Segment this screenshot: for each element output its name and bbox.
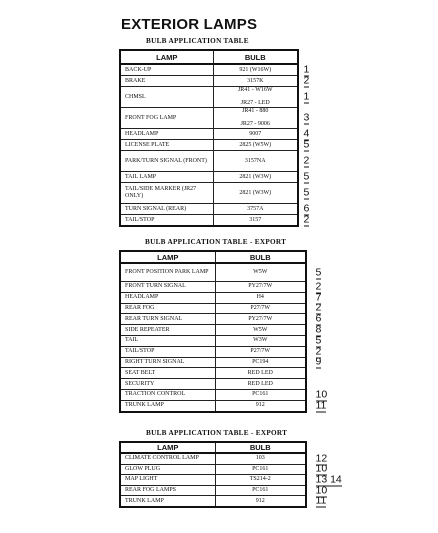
callout-number: 11 bbox=[315, 494, 327, 507]
lamp-cell: TAIL/STOP bbox=[120, 346, 215, 357]
bulb-cell bbox=[215, 452, 328, 465]
bulb-value: 2821 (W3W) bbox=[239, 189, 272, 196]
bulb-value: JR41 - W16W bbox=[237, 87, 273, 93]
bulb-cell bbox=[213, 87, 310, 108]
bulb-value: 9007 bbox=[249, 130, 262, 137]
callout-number: 5 bbox=[303, 186, 310, 199]
bulb-value: 103 bbox=[255, 455, 265, 462]
bulb-value: JR41 - 880 bbox=[242, 108, 269, 114]
column-header-bulb: BULB bbox=[215, 251, 306, 263]
lamp-cell: PARK/TURN SIGNAL (FRONT) bbox=[120, 151, 213, 172]
lamp-cell: SIDE REPEATER bbox=[120, 325, 215, 336]
bulb-cell bbox=[215, 462, 328, 475]
bulb-cell bbox=[213, 108, 310, 129]
callout-number: 2 bbox=[303, 213, 310, 226]
callout-number: 2 bbox=[303, 154, 310, 167]
lamp-cell: TURN SIGNAL (REAR) bbox=[120, 204, 213, 215]
bulb-value: 912 bbox=[255, 497, 265, 504]
callout-number: 2 bbox=[315, 301, 322, 314]
table-caption-bulb-application: BULB APPLICATION TABLE bbox=[146, 37, 249, 45]
callout-number: 5 bbox=[303, 170, 310, 183]
table-row bbox=[120, 140, 298, 151]
bulb-cell bbox=[215, 312, 322, 325]
table-row bbox=[120, 314, 306, 325]
callout-number: 11 bbox=[315, 399, 327, 412]
column-header-lamp: LAMP bbox=[120, 442, 215, 453]
callout-number: 5 bbox=[315, 266, 322, 278]
bulb-cell bbox=[215, 291, 322, 304]
table-header-row bbox=[120, 251, 306, 263]
bulb-cell bbox=[213, 183, 310, 204]
table-row bbox=[120, 172, 298, 183]
table-row bbox=[120, 325, 306, 336]
lamp-cell: BACK-UP bbox=[120, 64, 213, 76]
table-row bbox=[120, 215, 298, 227]
table-row bbox=[120, 292, 306, 303]
lamp-cell: TAIL LAMP bbox=[120, 172, 213, 183]
bulb-value: PC194 bbox=[252, 358, 269, 365]
callout-number: 6 bbox=[315, 312, 322, 325]
table-row bbox=[120, 303, 306, 314]
callout-number: 10 bbox=[315, 388, 328, 401]
table-header-row bbox=[120, 50, 298, 64]
lamp-cell: SEAT BELT bbox=[120, 368, 215, 379]
bulb-cell bbox=[213, 127, 310, 140]
bulb-cell bbox=[215, 301, 322, 314]
lamp-cell: MAP LIGHT bbox=[120, 475, 215, 486]
lamp-cell: HEADLAMP bbox=[120, 129, 213, 140]
lamp-cell: HEADLAMP bbox=[120, 292, 215, 303]
bulb-value: 921 (W16W) bbox=[239, 66, 272, 73]
bulb-value: 2825 (W5W) bbox=[239, 141, 272, 148]
bulb-cell bbox=[213, 151, 310, 172]
bulb-value: TS214-2 bbox=[249, 476, 271, 483]
lamp-cell: TAIL bbox=[120, 335, 215, 346]
table-row bbox=[120, 204, 298, 215]
bulb-cell bbox=[213, 213, 310, 227]
lamp-cell: REAR FOG bbox=[120, 303, 215, 314]
page-title: EXTERIOR LAMPS bbox=[121, 16, 258, 33]
bulb-value: W3W bbox=[253, 337, 268, 344]
lamp-cell: BRAKE bbox=[120, 76, 213, 87]
bulb-value: H4 bbox=[256, 294, 264, 301]
table-row bbox=[120, 335, 306, 346]
table-row bbox=[120, 368, 306, 379]
lamp-cell: FRONT TURN SIGNAL bbox=[120, 282, 215, 293]
column-header-lamp: LAMP bbox=[120, 50, 213, 64]
table-row bbox=[120, 496, 306, 507]
column-header-bulb: BULB bbox=[215, 442, 306, 453]
callout-number: 9 bbox=[315, 355, 322, 368]
bulb-value: P27/7W bbox=[250, 304, 271, 311]
table-caption-export-2: BULB APPLICATION TABLE - EXPORT bbox=[146, 429, 288, 437]
bulb-cell bbox=[215, 379, 306, 390]
bulb-cell bbox=[215, 368, 306, 379]
bulb-application-table-export-2 bbox=[119, 441, 342, 508]
lamp-cell: TRACTION CONTROL bbox=[120, 389, 215, 400]
lamp-cell: REAR TURN SIGNAL bbox=[120, 314, 215, 325]
table-row bbox=[120, 64, 298, 76]
callout-number: 12 bbox=[315, 452, 328, 465]
callout-number: 2 bbox=[303, 74, 310, 87]
callout-number: 2 bbox=[315, 280, 322, 293]
table-row bbox=[120, 263, 306, 282]
bulb-cell bbox=[213, 74, 310, 87]
callout-number: 5 bbox=[315, 334, 322, 347]
bulb-value: PY27/7W bbox=[248, 283, 273, 290]
table-row bbox=[120, 282, 306, 293]
table-row bbox=[120, 485, 306, 496]
table-caption-export: BULB APPLICATION TABLE - EXPORT bbox=[145, 238, 287, 246]
table-row bbox=[120, 453, 306, 464]
lamp-cell: GLOW PLUG bbox=[120, 464, 215, 475]
lamp-cell: CHMSL bbox=[120, 87, 213, 108]
table-row bbox=[120, 129, 298, 140]
bulb-cell bbox=[215, 399, 327, 412]
bulb-application-table-export bbox=[119, 250, 328, 413]
bulb-value: 3157 bbox=[249, 216, 262, 223]
callout-number: 2 bbox=[315, 345, 322, 358]
table-row bbox=[120, 357, 306, 368]
bulb-value: 2821 (W3W) bbox=[239, 173, 272, 180]
bulb-value: 3157K bbox=[247, 77, 264, 84]
lamp-cell: REAR FOG LAMPS bbox=[120, 485, 215, 496]
callout-number: 8 bbox=[315, 323, 322, 336]
bulb-cell bbox=[215, 355, 322, 368]
bulb-cell bbox=[213, 202, 310, 215]
bulb-value: PC161 bbox=[252, 487, 269, 494]
bulb-value: RED LED bbox=[247, 380, 273, 387]
bulb-cell bbox=[215, 280, 322, 293]
lamp-cell: FRONT FOG LAMP bbox=[120, 108, 213, 129]
bulb-cell bbox=[215, 473, 342, 486]
lamp-cell: SECURITY bbox=[120, 379, 215, 390]
lamp-cell: FRONT POSITION PARK LAMP bbox=[120, 263, 215, 282]
bulb-cell bbox=[215, 323, 322, 336]
lamp-cell: LICENSE PLATE bbox=[120, 140, 213, 151]
bulb-cell bbox=[213, 170, 310, 183]
bulb-cell bbox=[215, 388, 328, 401]
column-header-lamp: LAMP bbox=[120, 251, 215, 263]
table-row bbox=[120, 76, 298, 87]
bulb-cell bbox=[215, 334, 322, 347]
bulb-value: 912 bbox=[255, 402, 265, 409]
callout-number: 4 bbox=[303, 127, 310, 140]
bulb-cell bbox=[213, 63, 310, 76]
table-row bbox=[120, 389, 306, 400]
column-header-bulb: BULB bbox=[213, 50, 298, 64]
lamp-cell: TRUNK LAMP bbox=[120, 400, 215, 411]
bulb-cell bbox=[215, 484, 328, 497]
table-row bbox=[120, 183, 298, 204]
callout-number: 7 bbox=[315, 291, 322, 304]
table-row bbox=[120, 379, 306, 390]
callout-number: 1 bbox=[303, 63, 310, 76]
callout-number: 5 bbox=[303, 138, 310, 151]
lamp-cell: TAIL/SIDE MARKER (JR27 ONLY) bbox=[120, 183, 213, 204]
table-row bbox=[120, 346, 306, 357]
table-header-row bbox=[120, 442, 306, 453]
lamp-cell: TRUNK LAMP bbox=[120, 496, 215, 507]
bulb-value: JR27 - LED bbox=[240, 100, 270, 106]
table-row bbox=[120, 151, 298, 172]
table-row bbox=[120, 400, 306, 411]
bulb-value: W5W bbox=[253, 269, 268, 275]
lamp-cell: CLIMATE CONTROL LAMP bbox=[120, 453, 215, 464]
callout-number: 6 bbox=[303, 202, 310, 215]
bulb-value: 3157NA bbox=[244, 157, 266, 164]
lamp-cell: RIGHT TURN SIGNAL bbox=[120, 357, 215, 368]
bulb-cell bbox=[215, 263, 322, 282]
bulb-value: W5W bbox=[253, 326, 268, 333]
callout-number: 1 bbox=[303, 90, 310, 103]
bulb-application-table bbox=[119, 49, 310, 227]
bulb-cell bbox=[213, 138, 310, 151]
bulb-value: PY27/7W bbox=[248, 315, 273, 322]
bulb-value: RED LED bbox=[247, 369, 273, 376]
lamp-cell: TAIL/STOP bbox=[120, 215, 213, 227]
callout-number: 10 bbox=[315, 462, 328, 475]
table-row bbox=[120, 475, 306, 486]
callout-number: 3 bbox=[303, 111, 310, 124]
bulb-value: P27/7W bbox=[250, 348, 271, 355]
bulb-cell bbox=[215, 494, 327, 507]
table-row bbox=[120, 464, 306, 475]
callout-number: 13 14 bbox=[315, 473, 342, 486]
bulb-value: JR27 - 9006 bbox=[240, 121, 270, 127]
table-row bbox=[120, 87, 298, 108]
callout-number: 10 bbox=[315, 484, 328, 497]
table-row bbox=[120, 108, 298, 129]
bulb-value: PC161 bbox=[252, 391, 269, 398]
bulb-cell bbox=[215, 345, 322, 358]
bulb-value: PC161 bbox=[252, 465, 269, 472]
bulb-value: 3757A bbox=[247, 205, 264, 212]
